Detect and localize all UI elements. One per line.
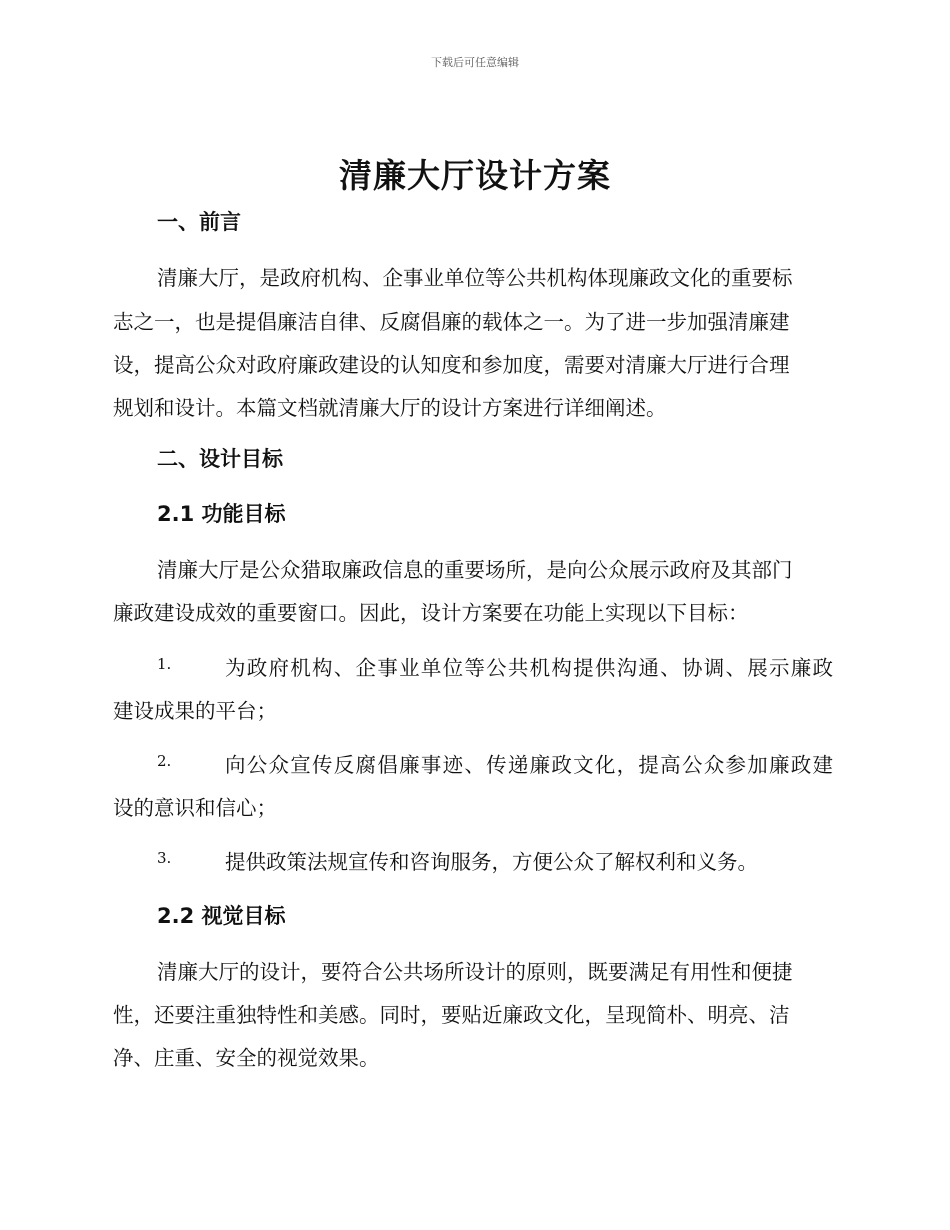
paragraph-line: 设，提高公众对政府廉政建设的认知度和参加度，需要对清廉大厅进行合理	[113, 353, 790, 377]
subsection-heading-visual: 2.2 视觉目标	[157, 904, 286, 928]
list-item-number: 1.	[157, 655, 172, 673]
list-item-text: 提供政策法规宣传和咨询服务，方便公众了解权利和义务。	[225, 850, 758, 874]
list-item-number: 2.	[157, 752, 172, 770]
subsection-heading-function: 2.1 功能目标	[157, 502, 286, 526]
list-item-text: 为政府机构、企事业单位等公共机构提供沟通、协调、展示廉政	[225, 656, 835, 680]
list-item-text-continued: 建设成果的平台；	[113, 699, 277, 723]
list-item-text: 向公众宣传反腐倡廉事迹、传递廉政文化，提高公众参加廉政建	[225, 753, 835, 777]
paragraph-line: 清廉大厅，是政府机构、企事业单位等公共机构体现廉政文化的重要标	[157, 266, 793, 290]
section-heading-preface: 一、前言	[157, 210, 241, 234]
header-watermark: 下载后可任意编辑	[431, 56, 519, 69]
paragraph-line: 清廉大厅是公众猎取廉政信息的重要场所，是向公众展示政府及其部门	[157, 558, 793, 582]
paragraph-line: 清廉大厅的设计，要符合公共场所设计的原则，既要满足有用性和便捷	[157, 960, 793, 984]
page-title: 清廉大厅设计方案	[339, 156, 611, 195]
list-item-number: 3.	[157, 849, 172, 867]
paragraph-line: 净、庄重、安全的视觉效果。	[113, 1046, 380, 1070]
paragraph-line: 规划和设计。本篇文档就清廉大厅的设计方案进行详细阐述。	[113, 396, 667, 420]
list-item-text-continued: 设的意识和信心；	[113, 796, 277, 820]
section-heading-goals: 二、设计目标	[157, 447, 283, 471]
paragraph-line: 志之一，也是提倡廉洁自律、反腐倡廉的载体之一。为了进一步加强清廉建	[113, 310, 790, 334]
paragraph-line: 廉政建设成效的重要窗口。因此，设计方案要在功能上实现以下目标：	[113, 601, 749, 625]
paragraph-line: 性，还要注重独特性和美感。同时，要贴近廉政文化，呈现简朴、明亮、洁	[113, 1003, 790, 1027]
